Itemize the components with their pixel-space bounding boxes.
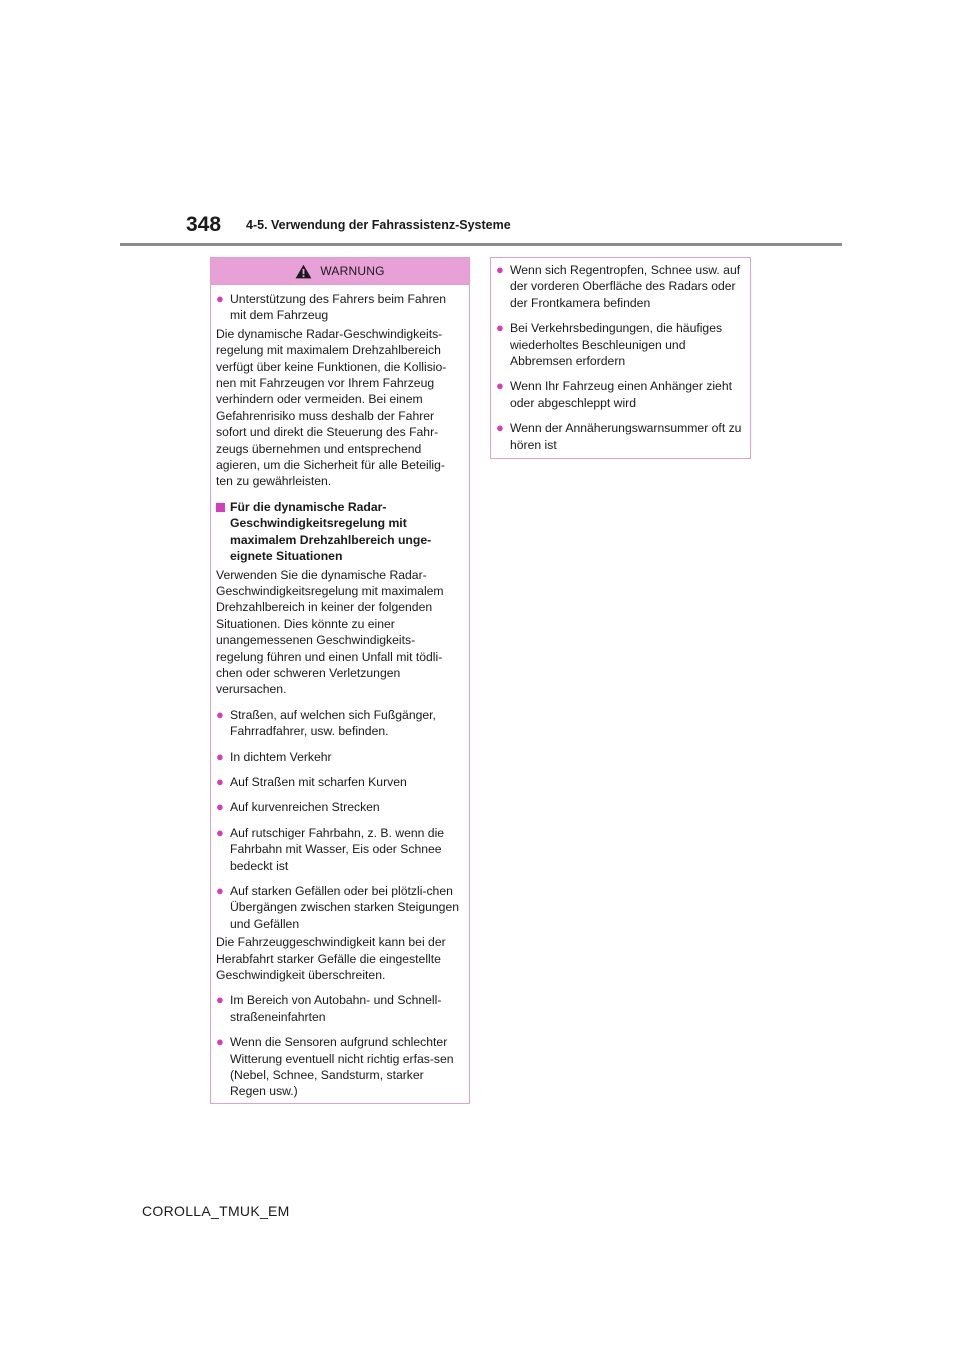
list-item xyxy=(216,774,461,790)
warning-label: WARNUNG xyxy=(320,264,385,278)
slope-note: Die Fahrzeuggeschwindigkeit kann bei der Herabfahrt starker Gefälle die eingestellte Geschwindigkeit überschreiten. xyxy=(216,935,446,983)
bullet-icon: ● xyxy=(216,291,224,306)
list-item-text: Wenn sich Regentropfen, Schnee usw. auf der vorderen Oberfläche des Radars oder der Frontkamera befinden xyxy=(510,263,741,310)
bullet-icon: ● xyxy=(216,773,224,789)
list-item xyxy=(216,291,461,324)
header-rule xyxy=(120,243,842,246)
bullet-icon: ● xyxy=(216,1034,224,1050)
continuation-content xyxy=(491,258,750,453)
warning-box xyxy=(210,257,470,1104)
list-item-text: Straßen, auf welchen sich Fußgänger, Fahrradfahrer, usw. befinden. xyxy=(230,707,436,739)
bullet-icon: ● xyxy=(496,378,504,394)
list-item-text: Auf kurvenreichen Strecken xyxy=(230,800,380,815)
list-item-text: In dichtem Verkehr xyxy=(230,749,332,764)
bullet-icon: ● xyxy=(216,883,224,898)
list-item-text: Auf Straßen mit scharfen Kurven xyxy=(230,774,407,789)
list-item-text: Wenn der Annäherungswarnsummer oft zu hören ist xyxy=(510,421,742,452)
page-number: 348 xyxy=(186,213,222,236)
subheading-item xyxy=(216,499,461,565)
warning-header xyxy=(211,258,469,285)
list-item xyxy=(216,825,461,874)
square-bullet-icon xyxy=(216,499,230,565)
list-item xyxy=(496,420,742,453)
bullet-icon: ● xyxy=(496,320,504,336)
list-item xyxy=(216,883,461,932)
list-item xyxy=(496,262,742,311)
subheading: Für die dynamische Radar-Geschwindigkeitsregelung mit maximalem Drehzahlbereich unge-eignete Situationen xyxy=(230,499,432,564)
warning-continuation-box xyxy=(490,257,751,459)
list-item-text: Im Bereich von Autobahn- und Schnell-straßeneinfahrten xyxy=(230,993,442,1024)
list-item-text: Bei Verkehrsbedingungen, die häufiges wiederholtes Beschleunigen und Abbremsen erfordern xyxy=(510,321,723,369)
list-item-text: Wenn Ihr Fahrzeug einen Anhänger zieht oder abgeschleppt wird xyxy=(510,379,733,410)
list-item xyxy=(216,1034,461,1100)
list-item-text: Auf rutschiger Fahrbahn, z. B. wenn die Fahrbahn mit Wasser, Eis oder Schnee bedeckt ist xyxy=(230,825,445,873)
list-item xyxy=(216,707,461,740)
sub-paragraph: Verwenden Sie die dynamische Radar-Geschwindigkeitsregelung mit maximalem Drehzahlbereich in keiner der folgenden Situationen. Dies könnte zu einer unangemessenen Geschwindigkeits-regelung führen und einen Unfall mit tödli-chen oder schweren Verletzungen verursachen. xyxy=(216,567,444,697)
bullet-icon: ● xyxy=(496,420,504,436)
list-item xyxy=(216,992,461,1025)
list-item xyxy=(216,749,461,765)
warning-content xyxy=(211,285,469,1100)
list-item xyxy=(496,378,742,411)
section-title: 4-5. Verwendung der Fahrassistenz-Systeme xyxy=(246,218,511,232)
bullet-icon: ● xyxy=(216,824,224,840)
list-item-text: Auf starken Gefällen oder bei plötzli-chen Übergängen zwischen starken Steigungen und Gefällen xyxy=(230,884,460,931)
list-item-text: Unterstützung des Fahrers beim Fahren mit dem Fahrzeug xyxy=(230,292,447,323)
bullet-icon: ● xyxy=(496,262,504,277)
footer-model-code: COROLLA_TMUK_EM xyxy=(142,1203,290,1219)
bullet-icon: ● xyxy=(216,748,224,764)
bullet-icon: ● xyxy=(216,706,224,722)
bullet-icon: ● xyxy=(216,992,224,1008)
intro-paragraph: Die dynamische Radar-Geschwindigkeits-regelung mit maximalem Drehzahlbereich verfügt über keine Funktionen, die Kollisio-nen mit Fahrzeugen vor Ihrem Fahrzeug verhindern oder vermeiden. Bei einem Gefahrenrisiko muss deshalb der Fahrer sofort und direkt die Steuerung des Fahr-zeugs übernehmen und entsprechend agieren, um die Sicherheit für alle Beteilig-ten zu gewährleisten. xyxy=(216,326,447,489)
list-item xyxy=(496,320,742,369)
list-item xyxy=(216,799,461,815)
list-item-text: Wenn die Sensoren aufgrund schlechter Witterung eventuell nicht richtig erfas-sen (Nebel, Schnee, Sandsturm, starker Regen usw.) xyxy=(230,1035,454,1099)
bullet-icon: ● xyxy=(216,799,224,815)
warning-triangle-icon xyxy=(295,264,312,279)
